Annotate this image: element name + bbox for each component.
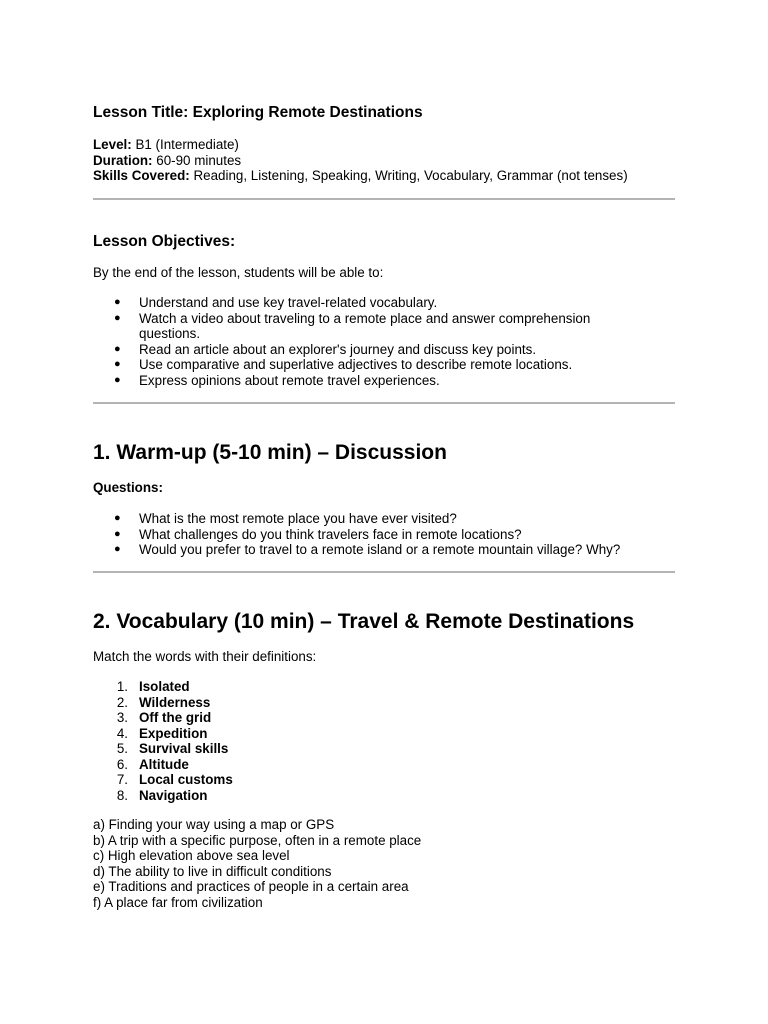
objectives-list — [93, 295, 639, 388]
skills-line — [93, 168, 628, 184]
bullet-icon: ● — [114, 512, 121, 524]
skills-label: Skills Covered: — [93, 168, 190, 183]
warmup-heading: 1. Warm-up (5-10 min) – Discussion — [93, 441, 447, 464]
definition-item: e) Traditions and practices of people in a certain area — [93, 879, 409, 894]
list-item: ● What challenges do you think travelers face in remote locations? — [114, 526, 522, 542]
objectives-heading: Lesson Objectives: — [93, 233, 236, 250]
bullet-icon: ● — [114, 358, 121, 370]
duration-line — [93, 153, 628, 169]
questions-label: Questions: — [93, 480, 163, 495]
lesson-title: Lesson Title: Exploring Remote Destinations — [93, 104, 423, 121]
list-item: 2. Wilderness — [116, 694, 211, 710]
list-item: 4. Expedition — [116, 725, 208, 741]
vocabulary-definitions — [93, 817, 421, 910]
lesson-meta — [93, 137, 628, 184]
list-item: 7. Local customs — [116, 772, 233, 787]
objectives-intro: By the end of the lesson, students will be able to: — [93, 265, 384, 280]
level-label: Level: — [93, 137, 132, 152]
divider — [93, 402, 675, 404]
level-value: B1 (Intermediate) — [135, 137, 239, 152]
list-item: ● Watch a video about traveling to a remote place and answer comprehension questions. — [114, 310, 591, 341]
divider — [93, 571, 675, 573]
divider — [93, 198, 675, 200]
list-item: ● Express opinions about remote travel experiences. — [114, 372, 440, 388]
vocabulary-heading: 2. Vocabulary (10 min) – Travel & Remote Destinations — [93, 610, 635, 633]
duration-value: 60-90 minutes — [156, 152, 242, 168]
bullet-icon: ● — [114, 543, 121, 555]
list-item: ● What is the most remote place you have ever visited? — [114, 511, 457, 526]
list-item: 1. Isolated — [116, 679, 190, 694]
list-item: ● Would you prefer to travel to a remote island or a remote mountain village? Why? — [114, 542, 621, 557]
bullet-icon: ● — [114, 373, 121, 386]
bullet-icon: ● — [114, 311, 121, 324]
duration-label: Duration: — [93, 152, 153, 168]
definition-item: c) High elevation above sea level — [93, 848, 290, 863]
definition-item: a) Finding your way using a map or GPS — [93, 817, 335, 832]
vocabulary-word-list — [93, 679, 639, 803]
definition-item: f) A place far from civilization — [93, 894, 263, 910]
vocabulary-instruction: Match the words with their definitions: — [93, 649, 317, 664]
bullet-icon: ● — [114, 342, 121, 355]
bullet-icon: ● — [114, 296, 121, 308]
level-line — [93, 137, 628, 153]
list-item: 8. Navigation — [116, 787, 208, 803]
list-item: ● Use comparative and superlative adjectives to describe remote locations. — [114, 357, 573, 372]
warmup-questions-list — [93, 511, 639, 558]
bullet-icon: ● — [114, 527, 121, 540]
skills-value: Reading, Listening, Speaking, Writing, Vocabulary, Grammar (not tenses) — [193, 168, 628, 183]
list-item: 6. Altitude — [116, 756, 189, 772]
list-item: ● Understand and use key travel-related vocabulary. — [114, 295, 438, 310]
list-item: 3. Off the grid — [116, 710, 212, 725]
list-item: 5. Survival skills — [116, 741, 229, 756]
definition-item: b) A trip with a specific purpose, often in a remote place — [93, 832, 422, 848]
definition-item: d) The ability to live in difficult conditions — [93, 863, 332, 879]
list-item: ● Read an article about an explorer's journey and discuss key points. — [114, 341, 537, 357]
